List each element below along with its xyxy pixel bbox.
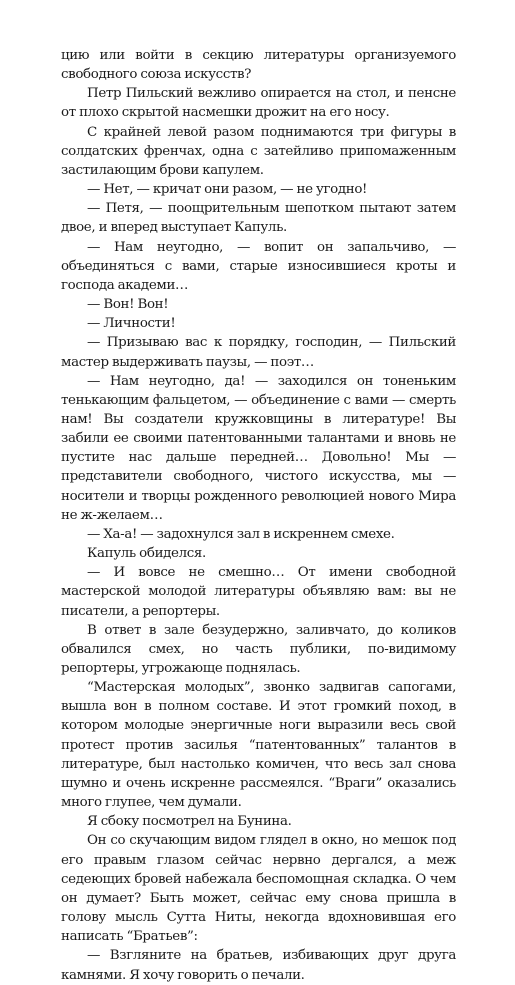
- paragraph-17: Он со скучающим видом глядел в окно, но мешок под его правым глазом сейчас нервно дергался, а меж седеющих бровей набежала беспомощная складка. О чем он думает? Быть может, сейчас ему снова пришла в голову мысль Сутта Ниты, некогда вдохновившая его написать “Братьев”:: [61, 833, 456, 945]
- paragraph-7: — Вон! Вон!: [87, 297, 169, 313]
- paragraph-4: — Нет, — кричат они разом, — не угодно!: [87, 182, 368, 198]
- paragraph-18: — Взгляните на братьев, избивающих друг друга камнями. Я хочу говорить о печали.: [61, 948, 456, 983]
- paragraph-12: Капуль обиделся.: [87, 546, 206, 562]
- paragraph-1: цию или войти в секцию литературы организуемого свободного союза искусств?: [61, 48, 456, 83]
- page-text: [61, 46, 456, 985]
- paragraph-16: Я сбоку посмотрел на Бунина.: [87, 814, 292, 830]
- paragraph-9: — Призываю вас к порядку, господин, — Пильский мастер выдерживать паузы, — поэт…: [61, 335, 456, 370]
- paragraph-8: — Личности!: [87, 316, 176, 332]
- paragraph-14: В ответ в зале безудержно, заливчато, до коликов обвалился смех, но часть публики, по-видимому репортеры, угрожающе поднялась.: [61, 622, 456, 676]
- paragraph-15: “Мастерская молодых”, звонко задвигав сапогами, вышла вон в полном составе. И этот громкий поход, в котором молодые энергичные ноги выразили весь свой протест против засилья “патентованных” талантов в литературе, был настолько комичен, что весь зал снова шумно и очень искренне рассмеялся. “Враги” оказались много глупее, чем думали.: [61, 680, 456, 811]
- paragraph-3: С крайней левой разом поднимаются три фигуры в солдатских френчах, одна с затейливо припомаженным застилающим брови капулем.: [61, 124, 456, 178]
- paragraph-13: — И вовсе не смешно… От имени свободной мастерской молодой литературы объявляю вам: вы не писатели, а репортеры.: [61, 565, 456, 619]
- paragraph-2: Петр Пильский вежливо опирается на стол, и пенсне от плохо скрытой насмешки дрожит на его носу.: [61, 86, 456, 121]
- paragraph-6: — Нам неугодно, — вопит он запальчиво, — объединяться с вами, старые износившиеся кроты и господа академи…: [61, 239, 456, 293]
- paragraph-10: — Нам неугодно, да! — заходился он тоненьким тенькающим фальцетом, — объединение с вами — смерть нам! Вы создатели кружковщины в литературе! Вы забили ее своими патентованными талантами и вновь не пустите нас дальше передней… Довольно! Мы — представители свободного, чистого искусства, мы — носители и творцы рожденного революцией нового Мира не ж-желаем…: [61, 373, 456, 523]
- paragraph-11: — Ха-а! — задохнулся зал в искреннем смехе.: [87, 526, 395, 542]
- paragraph-5: — Петя, — поощрительным шепотком пытают затем двое, и вперед выступает Капуль.: [61, 201, 456, 236]
